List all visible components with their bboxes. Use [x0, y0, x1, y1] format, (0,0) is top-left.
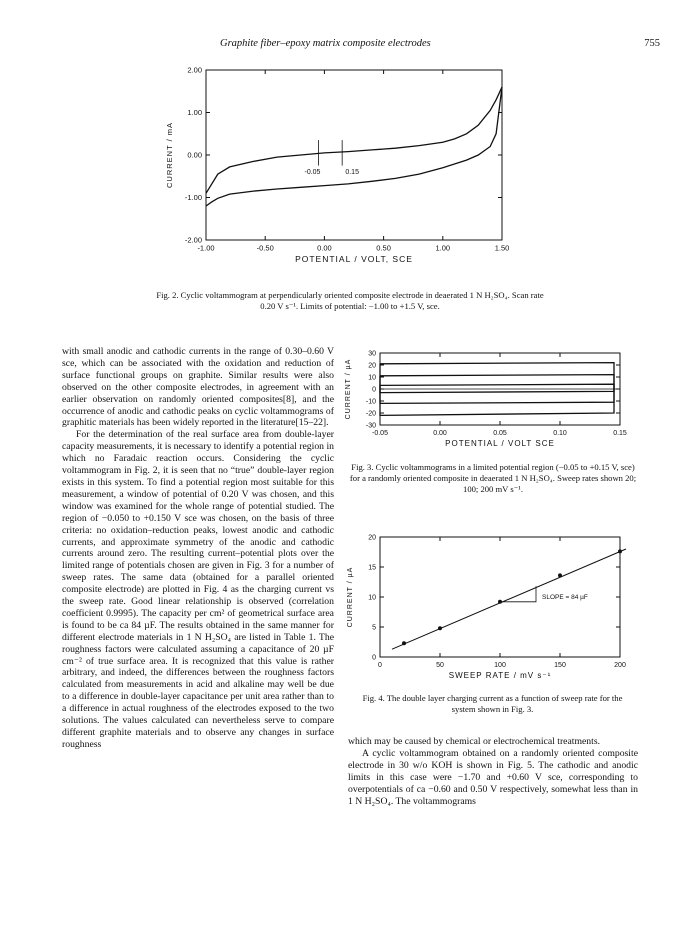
page-number: 755	[644, 38, 660, 49]
figure-4-chart	[340, 525, 640, 685]
body-column-left	[62, 346, 334, 751]
voltammogram-curve	[206, 87, 502, 193]
y-tick-label: 0	[372, 654, 376, 662]
x-tick-label: 0.00	[317, 243, 332, 253]
figure-3-chart	[340, 345, 640, 455]
x-tick-label: -1.00	[197, 243, 215, 253]
figure-3-caption: Fig. 3. Cyclic voltammograms in a limited potential region (−0.05 to +0.15 V, sce) for a randomly oriented composite in deaerated 1 N H₂SO₄. Sweep rates shown 20; 100; 200 mV s⁻¹.	[349, 462, 637, 494]
x-axis-label: POTENTIAL / VOLT, SCE	[295, 254, 413, 264]
y-tick-label: 2.00	[187, 65, 202, 75]
data-point	[402, 641, 406, 645]
figure-4-caption: Fig. 4. The double layer charging current as a function of sweep rate for the system shown in Fig. 3.	[362, 693, 623, 714]
x-axis-label: POTENTIAL / VOLT SCE	[445, 439, 555, 448]
x-tick-label: 0	[378, 662, 382, 669]
y-tick-label: -2.00	[184, 235, 202, 245]
body-column-right	[348, 736, 638, 807]
voltammogram-curve	[206, 87, 502, 206]
y-tick-label: 20	[368, 534, 376, 542]
y-tick-label: 15	[368, 564, 376, 572]
y-tick-label: -10	[365, 398, 376, 406]
y-tick-label: 1.00	[187, 108, 202, 118]
y-tick-label: 0	[372, 386, 376, 394]
y-axis-label: CURRENT / mA	[165, 121, 174, 189]
running-title: Graphite fiber–epoxy matrix composite electrodes	[220, 38, 431, 49]
paragraph: A cyclic voltammogram obtained on a randomly oriented composite electrode in 30 w/o KOH is shown in Fig. 5. The cathodic and anodic limits in this case were −1.70 and +0.60 V sce, corresponding to overpotentials of ca −0.60 and 0.50 V respectively, somewhat less than in 1 N H₂SO₄. The voltammograms	[348, 747, 638, 807]
y-tick-label: 10	[368, 594, 376, 602]
slope-triangle	[500, 586, 536, 602]
y-axis-label: CURRENT / µA	[345, 358, 352, 420]
paragraph: For the determination of the real surface area from double-layer capacity measurements, it is necessary to identify a potential region in which no Faradaic reaction occurs. Considering the cyclic voltammogram in Fig. 2, it is seen that no “true” double-layer region exists in this system. To find a potential region most suitable for this measurement, a window of potential of 0.20 V was chosen, and this window was examined for the whole range of potential studied. The region of −0.050 to +0.150 V sce was chosen, on the basis of three criteria: no oxidation–reduction peaks, lowest anodic and cathodic currents, and approximate symmetry of the anodic and cathodic currents around zero. The resulting current–potential plots over the limited range of potentials chosen are given in Fig. 3 for a number of sweep rates. The same data (obtained for a parallel oriented composite electrode) are plotted in Fig. 4 as the charging current vs the sweep rate. Good linear relationship is observed (correlation coefficient 0.9995). The capacity per cm² of geometrical surface area is found to be ca 84 µF. The results obtained in the same manner for different electrode materials in 1 N H₂SO₄ are listed in Table 1. The roughness factors were calculated assuming a capacitance of 20 µF cm⁻² of true surface area. It is recognized that this value is rather arbitrary, and indeed, the differences between the roughness factors calculated from measurements in acid and alkaline may well be due to a difference in double-layer capacitance per unit area rather than to a difference in actual roughness of the electrodes exposed to the two solutions. The values calculated can nevertheless serve to compare different graphite materials and to observe any changes in surface roughness	[62, 429, 334, 750]
paragraph: with small anodic and cathodic currents in the range of 0.30–0.60 V sce, which can be associated with the oxidation and reduction of surface functional groups on graphite. Similar results were also observed on the other composite electrodes, in agreement with an earlier observation on randomly oriented composites[8], and the occurrence of anodic and cathodic peaks on cyclic voltammograms of graphitic materials has been widely reported in the literature[15–22].	[62, 346, 334, 429]
y-axis-label: CURRENT / µA	[347, 566, 354, 628]
y-tick-label: 0.00	[187, 150, 202, 160]
x-tick-label: 50	[436, 662, 444, 669]
window-label: -0.05	[304, 169, 321, 177]
x-tick-label: 0.05	[493, 430, 507, 437]
y-tick-label: -20	[365, 410, 376, 418]
slope-label: SLOPE = 84 µF	[542, 593, 588, 601]
x-tick-label: 0.50	[376, 243, 391, 253]
y-tick-label: 10	[368, 374, 376, 382]
data-point	[558, 573, 562, 577]
x-tick-label: 0.00	[433, 430, 447, 437]
data-point	[618, 549, 622, 553]
x-axis-label: SWEEP RATE / mV s⁻¹	[448, 671, 552, 680]
x-tick-label: 0.15	[613, 430, 627, 437]
voltammogram-loop	[380, 384, 614, 392]
figure-2-chart	[150, 60, 550, 285]
y-tick-label: 5	[372, 624, 376, 632]
x-tick-label: 200	[614, 662, 626, 669]
x-tick-label: 150	[554, 662, 566, 669]
x-tick-label: -0.05	[372, 430, 388, 437]
data-point	[438, 626, 442, 630]
paragraph: which may be caused by chemical or electrochemical treatments.	[348, 736, 601, 747]
fit-line	[392, 549, 626, 649]
x-tick-label: -0.50	[256, 243, 274, 253]
x-tick-label: 0.10	[553, 430, 567, 437]
y-tick-label: 30	[368, 350, 376, 358]
plot-frame	[206, 70, 502, 240]
y-tick-label: -1.00	[184, 193, 202, 203]
y-tick-label: -30	[365, 422, 376, 430]
y-tick-label: 20	[368, 362, 376, 370]
figure-2-caption: Fig. 2. Cyclic voltammogram at perpendicularly oriented composite electrode in deaerated 1 N H₂SO₄. Scan rate 0.20 V s⁻¹. Limits of potential: −1.00 to +1.5 V, sce.	[156, 290, 544, 311]
x-tick-label: 1.00	[435, 243, 451, 253]
window-label: 0.15	[345, 169, 359, 177]
x-tick-label: 1.50	[494, 243, 510, 253]
x-tick-label: 100	[494, 662, 506, 669]
